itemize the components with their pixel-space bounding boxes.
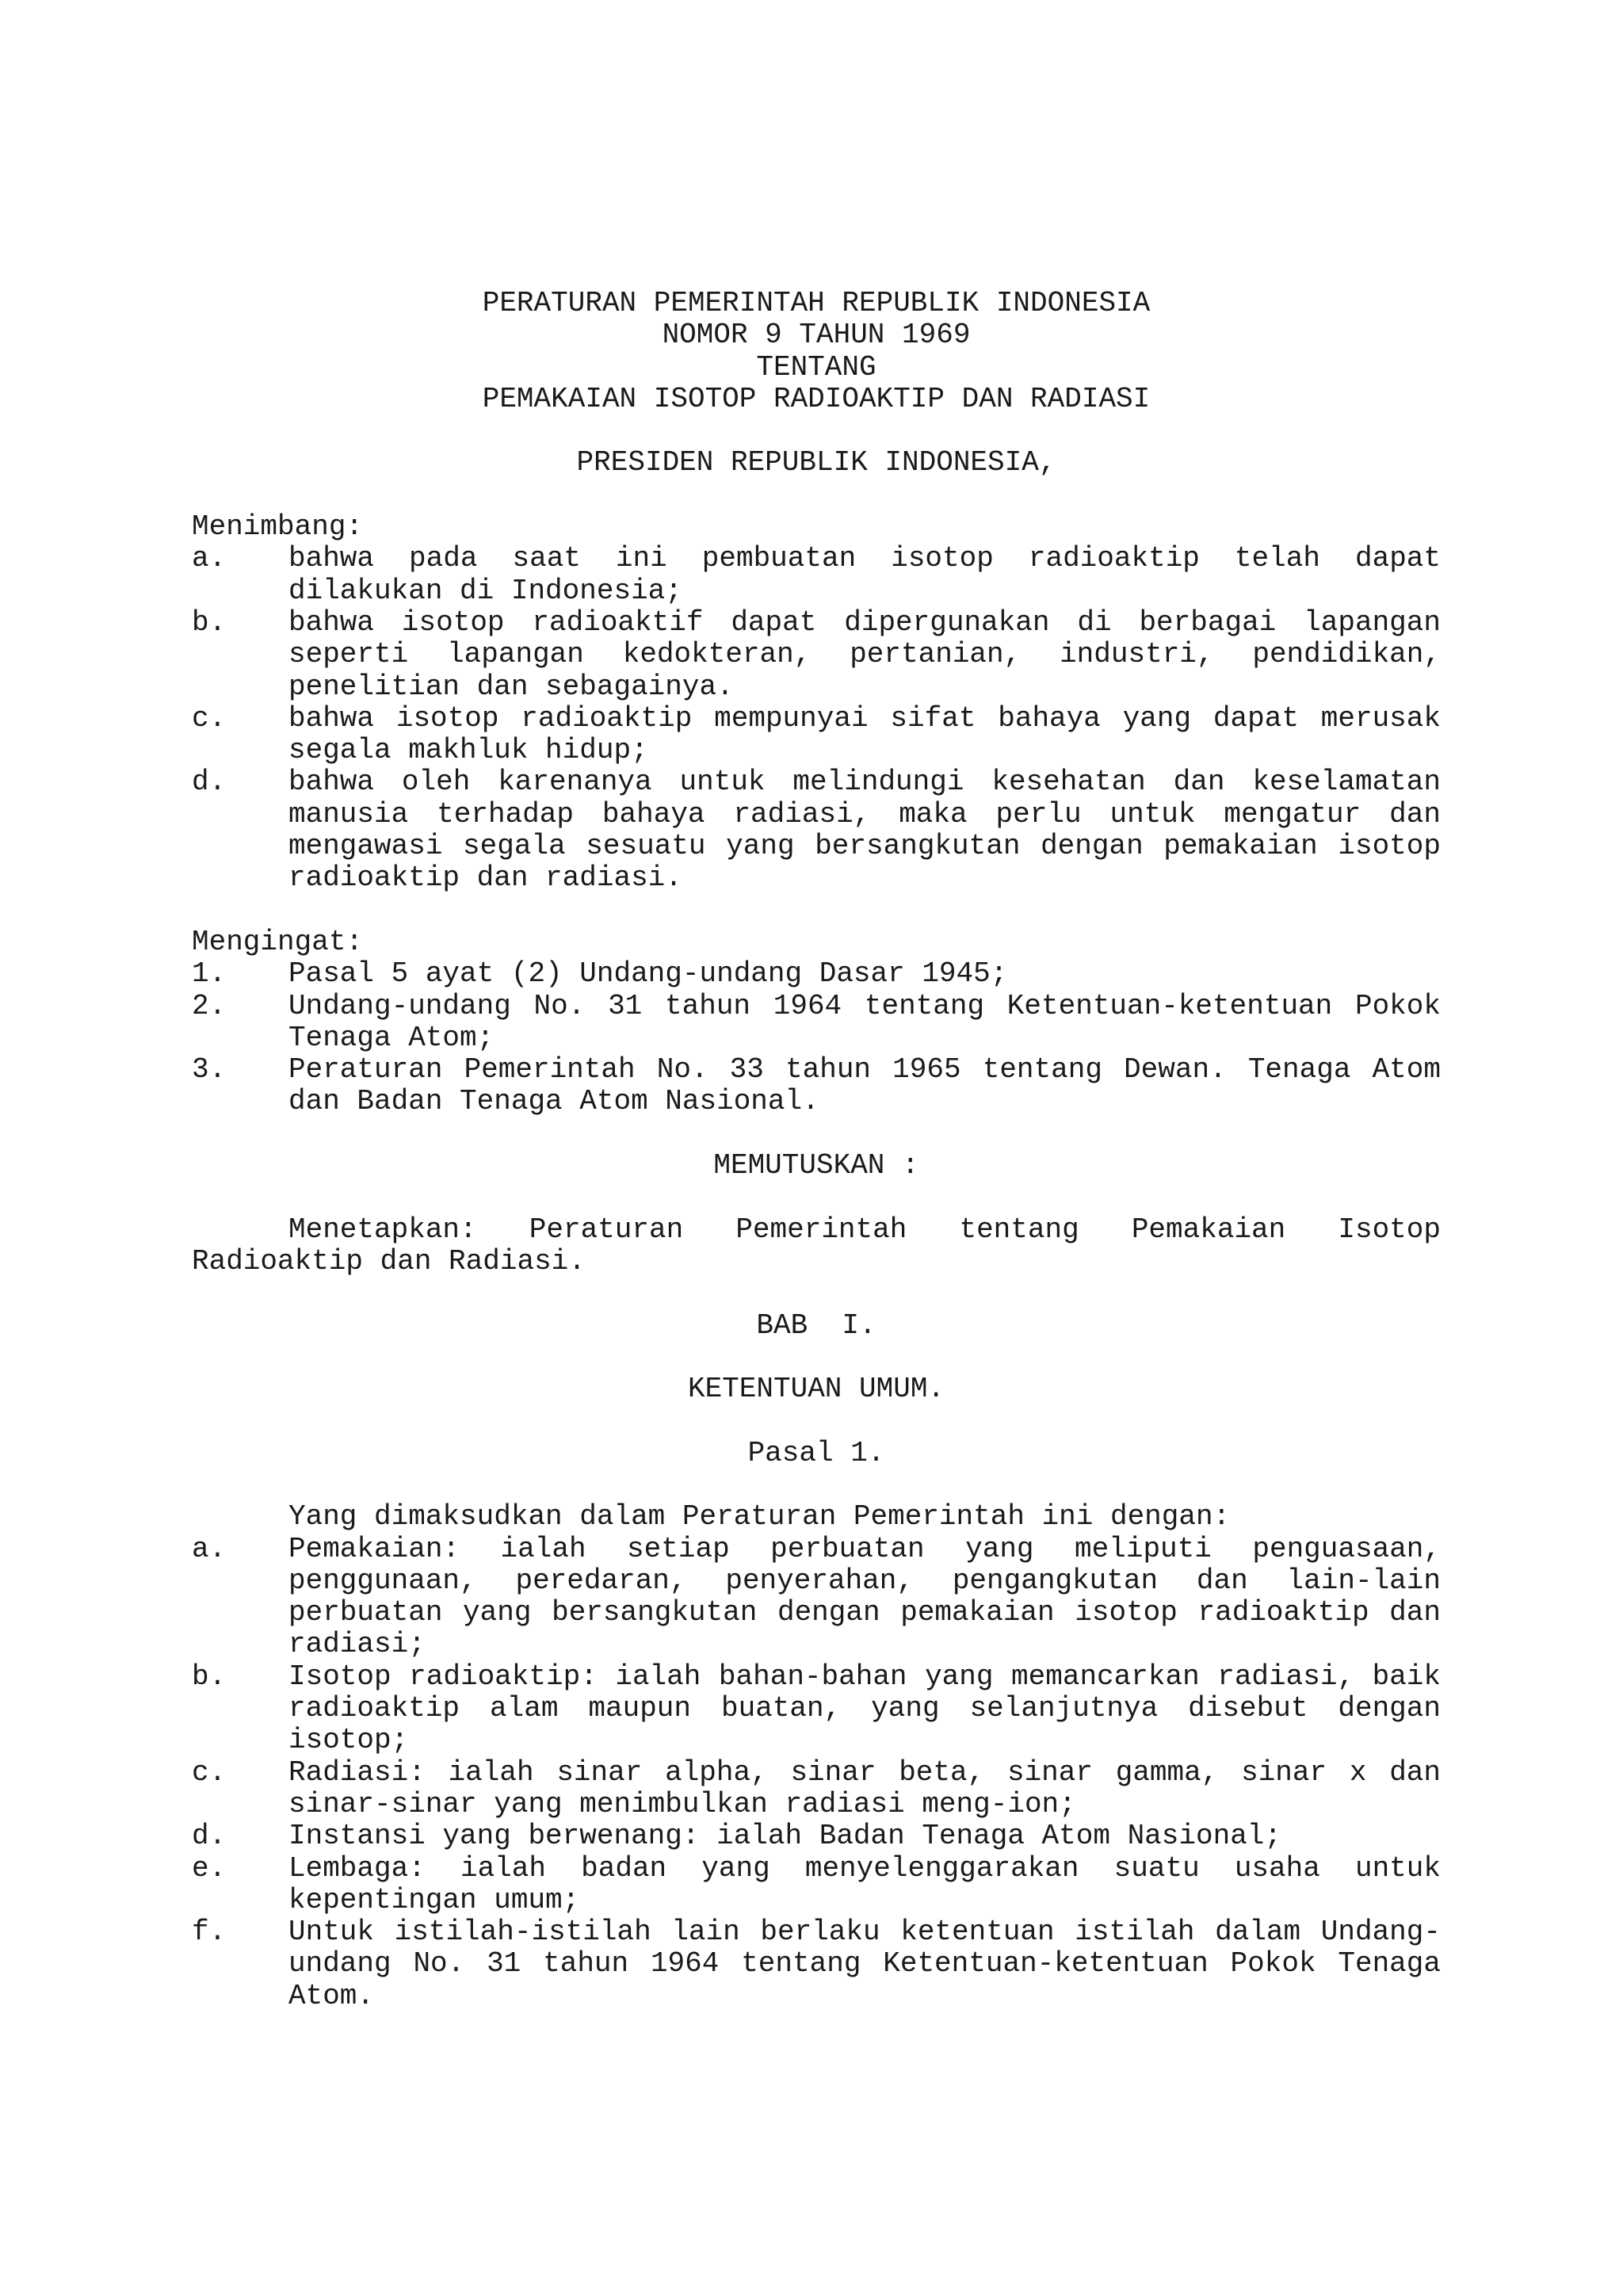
list-marker: d.	[192, 1820, 227, 1853]
list-text: Lembaga: ialah badan yang menyelenggarakan suatu usaha untuk kepentingan umum;	[288, 1851, 1441, 1916]
list-item	[192, 543, 1441, 607]
president-title: PRESIDEN REPUBLIK INDONESIA,	[576, 446, 1056, 479]
menimbang-section	[192, 511, 1441, 895]
list-marker: 1.	[192, 957, 227, 991]
list-item	[192, 1534, 1441, 1661]
spacer	[192, 1118, 1441, 1150]
spacer	[192, 1182, 1441, 1213]
spacer	[192, 1405, 1441, 1437]
list-marker: b.	[192, 606, 227, 639]
list-item	[192, 1853, 1441, 1917]
list-text: Radiasi: ialah sinar alpha, sinar beta, sinar gamma, sinar x dan sinar-sinar yang menimbulkan radiasi meng-ion;	[288, 1755, 1441, 1820]
spacer	[192, 1278, 1441, 1309]
list-item	[192, 766, 1441, 894]
list-item	[192, 958, 1441, 990]
list-text: Untuk istilah-istilah lain berlaku ketentuan istilah dalam Undang-undang No. 31 tahun 1964 tentang Ketentuan-ketentuan Pokok Tenaga Atom.	[288, 1916, 1441, 2012]
spacer	[192, 479, 1441, 511]
list-text: bahwa oleh karenanya untuk melindungi kesehatan dan keselamatan manusia terhadap bahaya radiasi, maka perlu untuk mengatur dan mengawasi segala sesuatu yang bersangkutan dengan pemakaian isotop radioaktip dan radiasi.	[288, 766, 1441, 895]
list-item	[192, 991, 1441, 1055]
list-text: Isotop radioaktip: ialah bahan-bahan yang memancarkan radiasi, baik radioaktip alam maupun buatan, yang selanjutnya disebut dengan isotop;	[288, 1660, 1441, 1757]
list-marker: 3.	[192, 1053, 227, 1087]
list-item	[192, 1661, 1441, 1757]
spacer	[192, 895, 1441, 926]
chapter-title: KETENTUAN UMUM.	[687, 1373, 945, 1406]
mengingat-label: Mengingat:	[192, 925, 364, 958]
list-text: Instansi yang berwenang: ialah Badan Tenaga Atom Nasional;	[288, 1820, 1282, 1853]
list-item	[192, 1916, 1441, 2012]
list-marker: c.	[192, 1755, 227, 1789]
spacer	[192, 1342, 1441, 1373]
list-item	[192, 1820, 1441, 1852]
article-intro: Yang dimaksudkan dalam Peraturan Pemerintah ini dengan:	[288, 1500, 1231, 1534]
heading-line-2: NOMOR 9 TAHUN 1969	[662, 319, 971, 352]
spacer	[192, 1469, 1441, 1501]
list-text: bahwa pada saat ini pembuatan isotop radioaktip telah dapat dilakukan di Indonesia;	[288, 542, 1441, 607]
list-text: bahwa isotop radioaktip mempunyai sifat bahaya yang dapat merusak segala makhluk hidup;	[288, 701, 1441, 767]
list-text: Pasal 5 ayat (2) Undang-undang Dasar 1945;	[288, 957, 1008, 991]
list-marker: b.	[192, 1660, 227, 1693]
list-marker: e.	[192, 1851, 227, 1885]
list-item	[192, 607, 1441, 703]
menimbang-label: Menimbang:	[192, 510, 364, 544]
list-text: Undang-undang No. 31 tahun 1964 tentang Ketentuan-ketentuan Pokok Tenaga Atom;	[288, 989, 1441, 1054]
article-1-section	[192, 1501, 1441, 2012]
list-marker: a.	[192, 1532, 227, 1565]
chapter-heading: BAB I.	[756, 1308, 876, 1342]
heading-line-4: PEMAKAIAN ISOTOP RADIOAKTIP DAN RADIASI	[482, 382, 1151, 415]
article-heading: Pasal 1.	[747, 1436, 885, 1469]
spacer	[192, 415, 1441, 447]
list-marker: a.	[192, 542, 227, 575]
list-marker: c.	[192, 701, 227, 735]
menetapkan-paragraph: Menetapkan: Peraturan Pemerintah tentang Pemakaian Isotop Radioaktip dan Radiasi.	[192, 1213, 1441, 1278]
list-item	[192, 703, 1441, 767]
regulation-heading	[192, 288, 1441, 415]
list-marker: d.	[192, 766, 227, 799]
memutuskan-heading: MEMUTUSKAN :	[713, 1149, 919, 1182]
list-marker: f.	[192, 1916, 227, 1949]
list-item	[192, 1054, 1441, 1118]
list-item	[192, 1757, 1441, 1821]
list-text: Peraturan Pemerintah No. 33 tahun 1965 tentang Dewan. Tenaga Atom dan Badan Tenaga Atom Nasional.	[288, 1053, 1441, 1118]
mengingat-section	[192, 926, 1441, 1118]
document-body	[192, 288, 1441, 2012]
heading-line-1: PERATURAN PEMERINTAH REPUBLIK INDONESIA	[482, 287, 1151, 319]
list-marker: 2.	[192, 989, 227, 1022]
list-text: Pemakaian: ialah setiap perbuatan yang meliputi penguasaan, penggunaan, peredaran, penyerahan, pengangkutan dan lain-lain perbuatan yang bersangkutan dengan pemakaian isotop radioaktip dan radiasi;	[288, 1532, 1441, 1661]
heading-line-3: TENTANG	[756, 350, 876, 384]
list-text: bahwa isotop radioaktif dapat dipergunakan di berbagai lapangan seperti lapangan kedokteran, pertanian, industri, pendidikan, penelitian dan sebagainya.	[288, 606, 1441, 703]
